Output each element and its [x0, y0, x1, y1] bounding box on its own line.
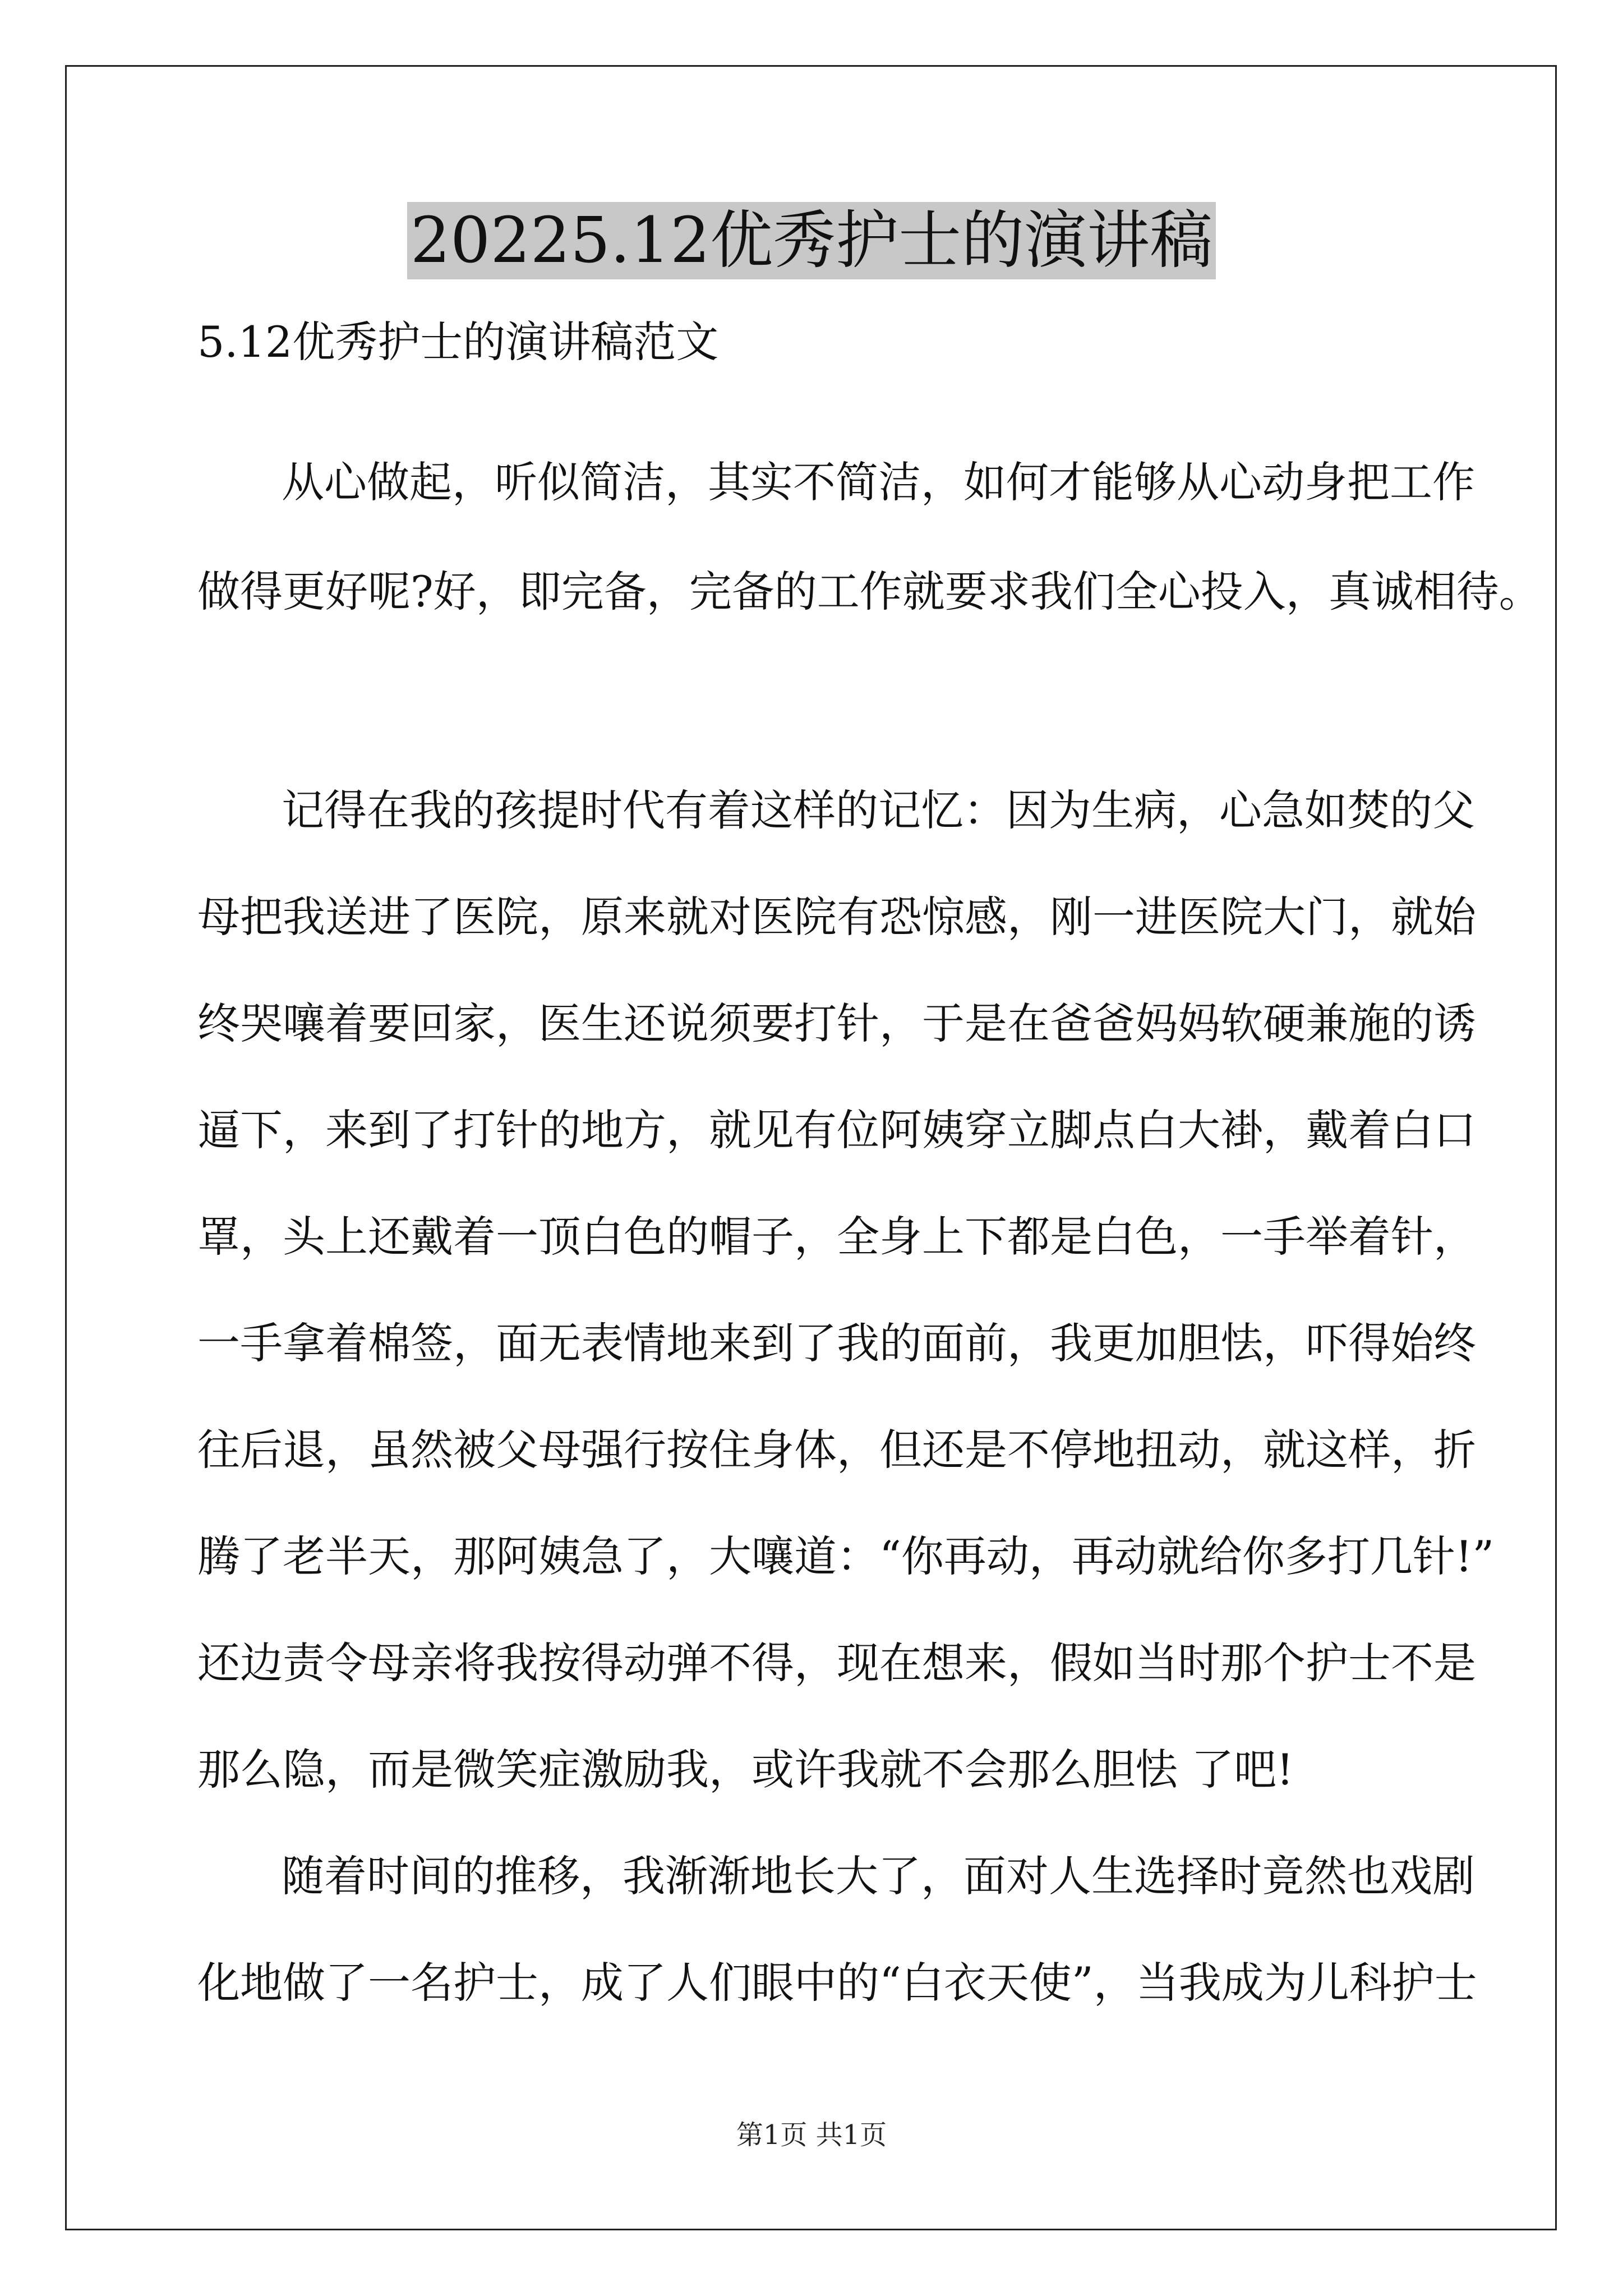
paragraph-line: 化地做了一名护士，成了人们眼中的“白衣天使”，当我成为儿科护士 [197, 1958, 1477, 2008]
paragraph-line: 终哭嚷着要回家，医生还说须要打针，于是在爸爸妈妈软硬兼施的诱 [197, 999, 1476, 1048]
paragraph-line: 罩，头上还戴着一顶白色的帽子，全身上下都是白色，一手举着针， [197, 1212, 1476, 1262]
paragraph-line: 还边责令母亲将我按得动弹不得，现在想来，假如当时那个护士不是 [197, 1638, 1476, 1688]
paragraph-line: 腾了老半天，那阿姨急了，大嚷道：“你再动，再动就给你多打几针!” [197, 1531, 1495, 1581]
paragraph-line: 逼下，来到了打针的地方，就见有位阿姨穿立脚点白大褂，戴着白口 [197, 1105, 1476, 1155]
paragraph-line: 一手拿着棉签，面无表情地来到了我的面前，我更加胆怯，吓得始终 [197, 1318, 1476, 1368]
paragraph-line: 做得更好呢?好，即完备，完备的工作就要求我们全心投入，真诚相待。 [197, 567, 1542, 616]
paragraph-line: 随着时间的推移，我渐渐地长大了，面对人生选择时竟然也戏剧 [282, 1851, 1475, 1901]
document-subtitle: 5.12优秀护士的演讲稿范文 [197, 317, 719, 367]
paragraph-line: 往后退，虽然被父母强行按住身体，但还是不停地扭动，就这样，折 [197, 1425, 1476, 1475]
paragraph-line: 记得在我的孩提时代有着这样的记忆：因为生病，心急如焚的父 [282, 785, 1475, 835]
document-title-wrapper [0, 202, 1623, 279]
page-footer: 第1页 共1页 [736, 2119, 887, 2151]
paragraph-line: 母把我送进了医院，原来就对医院有恐惊感，刚一进医院大门，就始 [197, 892, 1476, 942]
paragraph-line: 从心做起，听似简洁，其实不简洁，如何才能够从心动身把工作 [282, 457, 1475, 507]
paragraph-line: 那么隐，而是微笑症激励我，或许我就不会那么胆怯 了吧! [197, 1745, 1294, 1795]
document-title: 20225.12优秀护士的演讲稿 [407, 202, 1216, 279]
